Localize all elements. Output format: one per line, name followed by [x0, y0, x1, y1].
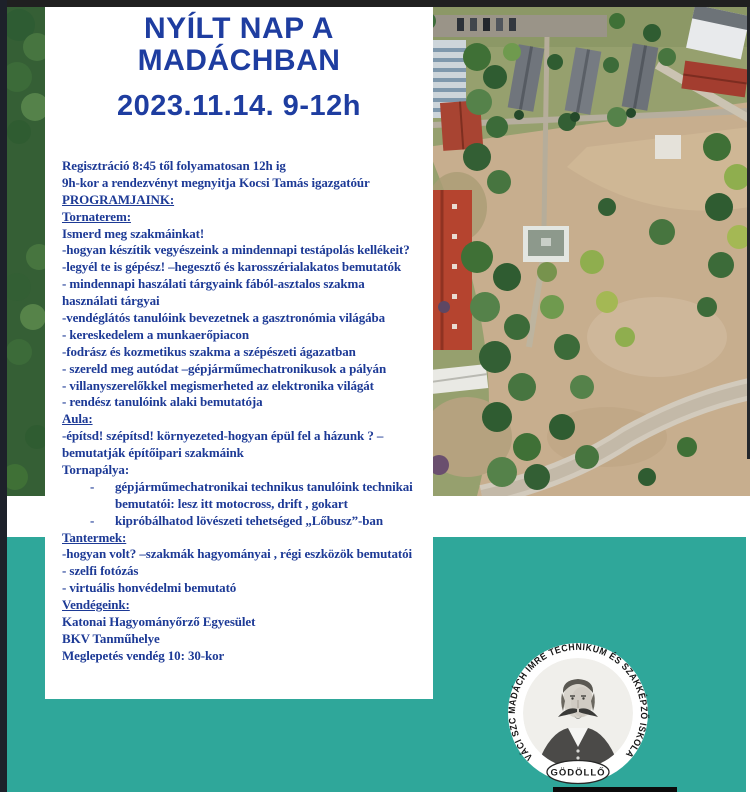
program-line — [62, 276, 433, 293]
poster-title-line2: MADÁCHBAN — [137, 44, 341, 77]
program-line-text: Tantermek: — [62, 529, 127, 545]
program-line — [62, 242, 433, 259]
program-line — [62, 411, 433, 428]
poster-title-line1: NYÍLT NAP A — [144, 12, 334, 45]
program-line — [62, 344, 433, 361]
program-line-text: Tornapálya: — [62, 462, 130, 478]
program-line-text: bemutatják építőipari szakmáink — [62, 445, 244, 461]
program-line-text: Regisztráció 8:45 től folyamatosan 12h ig — [62, 158, 286, 173]
program-line-text: - kereskedelem a munkaerőpiacon — [62, 326, 249, 342]
program-line-text: használati tárgyai — [62, 293, 160, 309]
program-line-text: Katonai Hagyományőrző Egyesület — [62, 614, 256, 630]
program-line — [62, 513, 433, 530]
program-line — [62, 546, 433, 563]
program-line — [62, 259, 433, 276]
program-line — [62, 648, 433, 665]
program-line-text: PROGRAMJAINK: — [62, 191, 175, 207]
program-line-text: Aula: — [62, 411, 93, 427]
program-line — [62, 530, 433, 547]
program-line — [62, 563, 433, 580]
program-line-text: Tornaterem: — [62, 208, 131, 224]
program-line-text: -hogyan volt? –szakmák hagyományai , régi eszközök bemutatói — [62, 546, 413, 562]
program-line — [62, 462, 433, 479]
program-list — [45, 158, 433, 665]
program-line-text: Meglepetés vendég 10: 30-kor — [62, 647, 225, 663]
program-line-text: -vendéglátós tanulóink bevezetnek a gasztronómia világába — [62, 310, 386, 326]
program-line — [62, 394, 433, 411]
school-seal-logo — [503, 636, 653, 791]
program-line-text: BKV Tanműhelye — [62, 630, 160, 646]
program-line — [62, 597, 433, 614]
flyer-content-panel — [45, 7, 433, 699]
seal-ring-text: VÁCI SZC MADÁCH IMRE TECHNIKUM ÉS SZAKKÉPZŐ ISKOLA — [506, 641, 650, 763]
program-line — [62, 378, 433, 395]
program-line — [62, 158, 433, 175]
top-border-bar — [0, 0, 750, 7]
program-line — [62, 496, 433, 513]
program-line — [62, 327, 433, 344]
bullet-dash: - — [90, 478, 95, 494]
program-line-text: - villanyszerelőkkel megismerheted az elektronika világát — [62, 377, 374, 393]
program-line — [62, 209, 433, 226]
program-line — [62, 361, 433, 378]
program-line-text: -hogyan készítik vegyészeink a mindennapi testápolás kellékeit? — [62, 242, 410, 258]
program-line — [62, 614, 433, 631]
program-line — [62, 479, 433, 496]
program-line-text: -legyél te is gépész! –hegesztő és karosszérialakatos bemutatók — [62, 259, 401, 275]
program-line-text: 9h-kor a rendezvényt megnyitja Kocsi Tamás igazgatóúr — [62, 174, 370, 190]
program-line-text: - mindennapi haszálati tárgyaink fából-asztalos szakma — [62, 276, 365, 292]
program-line-text: kipróbálhatod lövészeti tehetséged „Lőbusz”-ban — [115, 512, 383, 528]
program-line-text: -építsd! szépítsd! környezeted-hogyan épül fel a házunk ? – — [62, 428, 384, 444]
program-line — [62, 293, 433, 310]
program-line — [62, 428, 433, 445]
seal-city-label: GÖDÖLLŐ — [550, 767, 606, 779]
program-line-text: Vendégeink: — [62, 597, 130, 613]
left-border-bar — [0, 0, 7, 792]
poster-date: 2023.11.14. 9-12h — [117, 90, 361, 122]
program-line — [62, 226, 433, 243]
bullet-dash: - — [90, 512, 95, 528]
program-line-text: - rendész tanulóink alaki bemutatója — [62, 394, 263, 410]
program-line-text: - szereld meg autódat –gépjárműmechatronikusok a pályán — [62, 360, 387, 376]
program-line — [62, 580, 433, 597]
program-line — [62, 310, 433, 327]
program-line — [62, 175, 433, 192]
program-line — [62, 192, 433, 209]
program-line — [62, 445, 433, 462]
program-line-text: - szelfi fotózás — [62, 563, 139, 579]
program-line-text: -fodrász és kozmetikus szakma a szépészeti ágazatban — [62, 343, 356, 359]
program-line-text: bemutatói: lesz itt motocross, drift , gokart — [115, 495, 348, 511]
program-line-text: gépjárműmechatronikai technikus tanulóink technikai — [115, 478, 413, 494]
bottom-cropped-bar — [553, 787, 677, 792]
program-line-text: Ismerd meg szakmáinkat! — [62, 225, 205, 241]
program-line — [62, 631, 433, 648]
program-line-text: - virtuális honvédelmi bemutató — [62, 580, 237, 596]
